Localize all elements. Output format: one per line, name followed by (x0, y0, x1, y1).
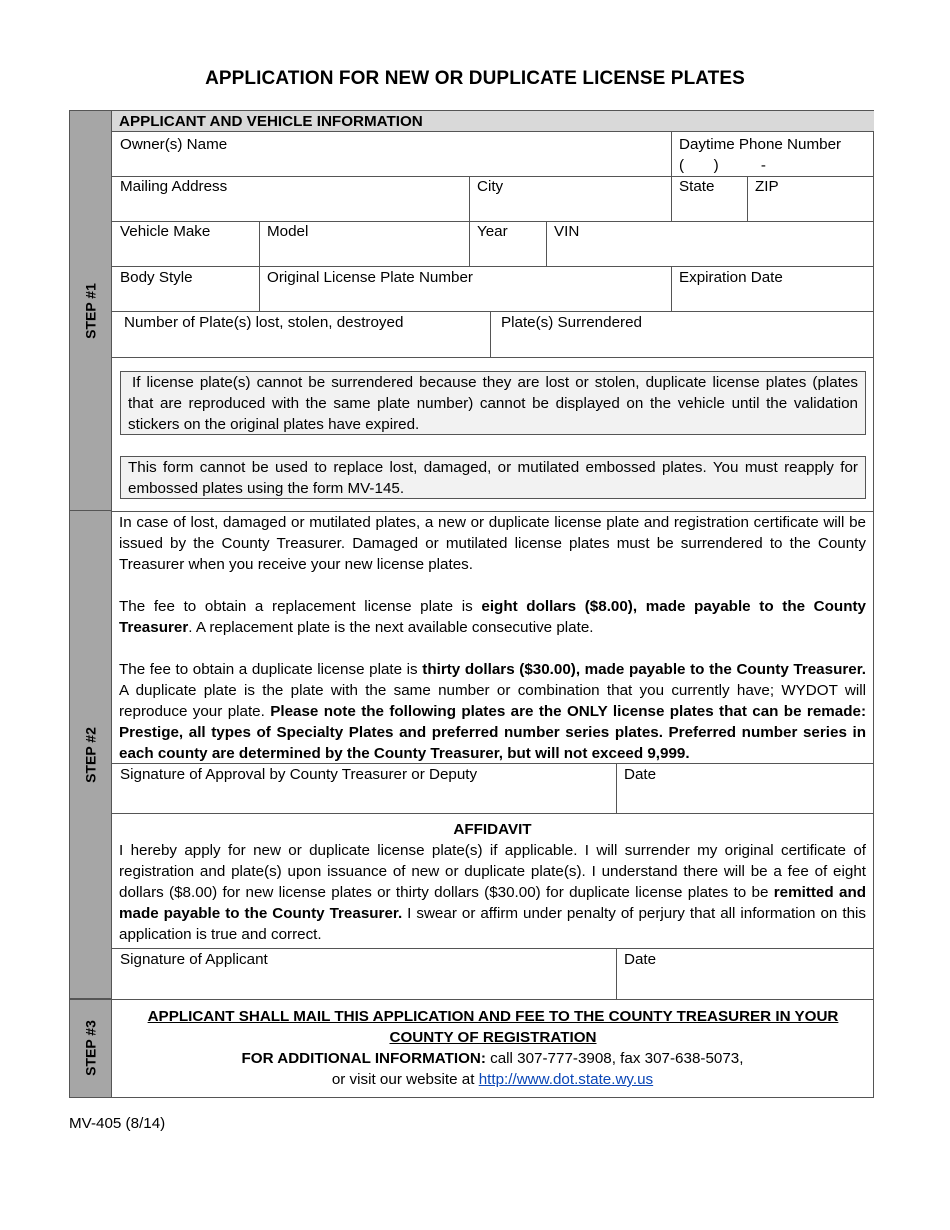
applicant-date-field[interactable]: Date (624, 951, 657, 968)
owner-name-field[interactable]: Owner(s) Name (120, 136, 228, 153)
step-2-label: STEP #2 (82, 726, 98, 783)
additional-info: FOR ADDITIONAL INFORMATION: call 307-777-3908, fax 307-638-5073, (241, 1050, 744, 1067)
zip-field[interactable]: ZIP (755, 178, 779, 195)
application-form (69, 110, 874, 1098)
plates-surrendered-field[interactable]: Plate(s) Surrendered (501, 314, 642, 331)
mail-instruction: APPLICANT SHALL MAIL THIS APPLICATION AND FEE TO THE COUNTY TREASURER IN YOUR COUNTY OF REGISTRATION (147, 1008, 839, 1046)
affidavit-title: AFFIDAVIT (453, 821, 532, 838)
model-field[interactable]: Model (267, 223, 309, 240)
website-line: or visit our website at http://www.dot.state.wy.us (331, 1071, 654, 1088)
website-link[interactable]: http://www.dot.state.wy.us (478, 1071, 654, 1088)
replacement-fee-paragraph: The fee to obtain a replacement license plate is eight dollars ($8.00), made payable to the County Treasurer. A replacement plate is the next available consecutive plate. (119, 598, 866, 636)
daytime-phone-field[interactable]: Daytime Phone Number (679, 136, 842, 153)
duplicate-fee-paragraph: The fee to obtain a duplicate license plate is thirty dollars ($30.00), made payable to the County Treasurer. A duplicate plate is the plate with the same number or combination that you currently have; WYDOT will reproduce your plate. Please note the following plates are the ONLY license plates that can be remade: Prestige, all types of Specialty Plates and preferred number series plates. Preferred number series in each county are determined by the County Treasurer, but will not exceed 9,999. (119, 661, 866, 762)
page-title: APPLICATION FOR NEW OR DUPLICATE LICENSE PLATES (205, 68, 745, 89)
mailing-address-field[interactable]: Mailing Address (120, 178, 228, 195)
body-style-field[interactable]: Body Style (120, 269, 193, 286)
treasurer-date-field[interactable]: Date (624, 766, 657, 783)
step-2-bar (70, 511, 112, 999)
city-field[interactable]: City (477, 178, 504, 195)
step-3-bar (70, 999, 112, 1097)
plates-lost-field[interactable]: Number of Plate(s) lost, stolen, destroyed (124, 314, 404, 331)
vin-field[interactable]: VIN (554, 223, 580, 240)
step-1-label: STEP #1 (82, 282, 98, 339)
state-field[interactable]: State (679, 178, 715, 195)
applicant-signature-field[interactable]: Signature of Applicant (120, 951, 268, 968)
vehicle-make-field[interactable]: Vehicle Make (120, 223, 211, 240)
affidavit-text: I hereby apply for new or duplicate license plate(s) if applicable. I will surrender my original certificate of registration and plate(s) upon issuance of new or duplicate plate(s). I understand there will be a fee of eight dollars ($8.00) for new license plates or thirty dollars ($30.00) for duplicate license plates to be remitted and made payable to the County Treasurer. I swear or affirm under penalty of perjury that all information on this application is true and correct. (119, 842, 866, 943)
step-1-bar (70, 111, 112, 511)
phone-format: ( ) - (679, 157, 766, 174)
step-3-label: STEP #3 (82, 1020, 98, 1076)
expiration-date-field[interactable]: Expiration Date (679, 269, 783, 286)
year-field[interactable]: Year (477, 223, 508, 240)
lost-plates-note: If license plate(s) cannot be surrendered because they are lost or stolen, duplicate license plates (plates that are reproduced with the same plate number) cannot be displayed on the vehicle until the validation stickers on the original plates have expired. (120, 371, 866, 435)
lost-damaged-paragraph: In case of lost, damaged or mutilated plates, a new or duplicate license plate and registration certificate will be issued by the County Treasurer. Damaged or mutilated license plates must be surrendered to the County Treasurer when you receive your new license plates. (119, 514, 866, 573)
form-id: MV-405 (8/14) (69, 1115, 166, 1132)
original-plate-number-field[interactable]: Original License Plate Number (267, 269, 473, 286)
treasurer-signature-field[interactable]: Signature of Approval by County Treasurer or Deputy (120, 766, 478, 783)
embossed-plates-note: This form cannot be used to replace lost, damaged, or mutilated embossed plates. You must reapply for embossed plates using the form MV-145. (120, 456, 866, 499)
section-header: APPLICANT AND VEHICLE INFORMATION (112, 111, 874, 132)
